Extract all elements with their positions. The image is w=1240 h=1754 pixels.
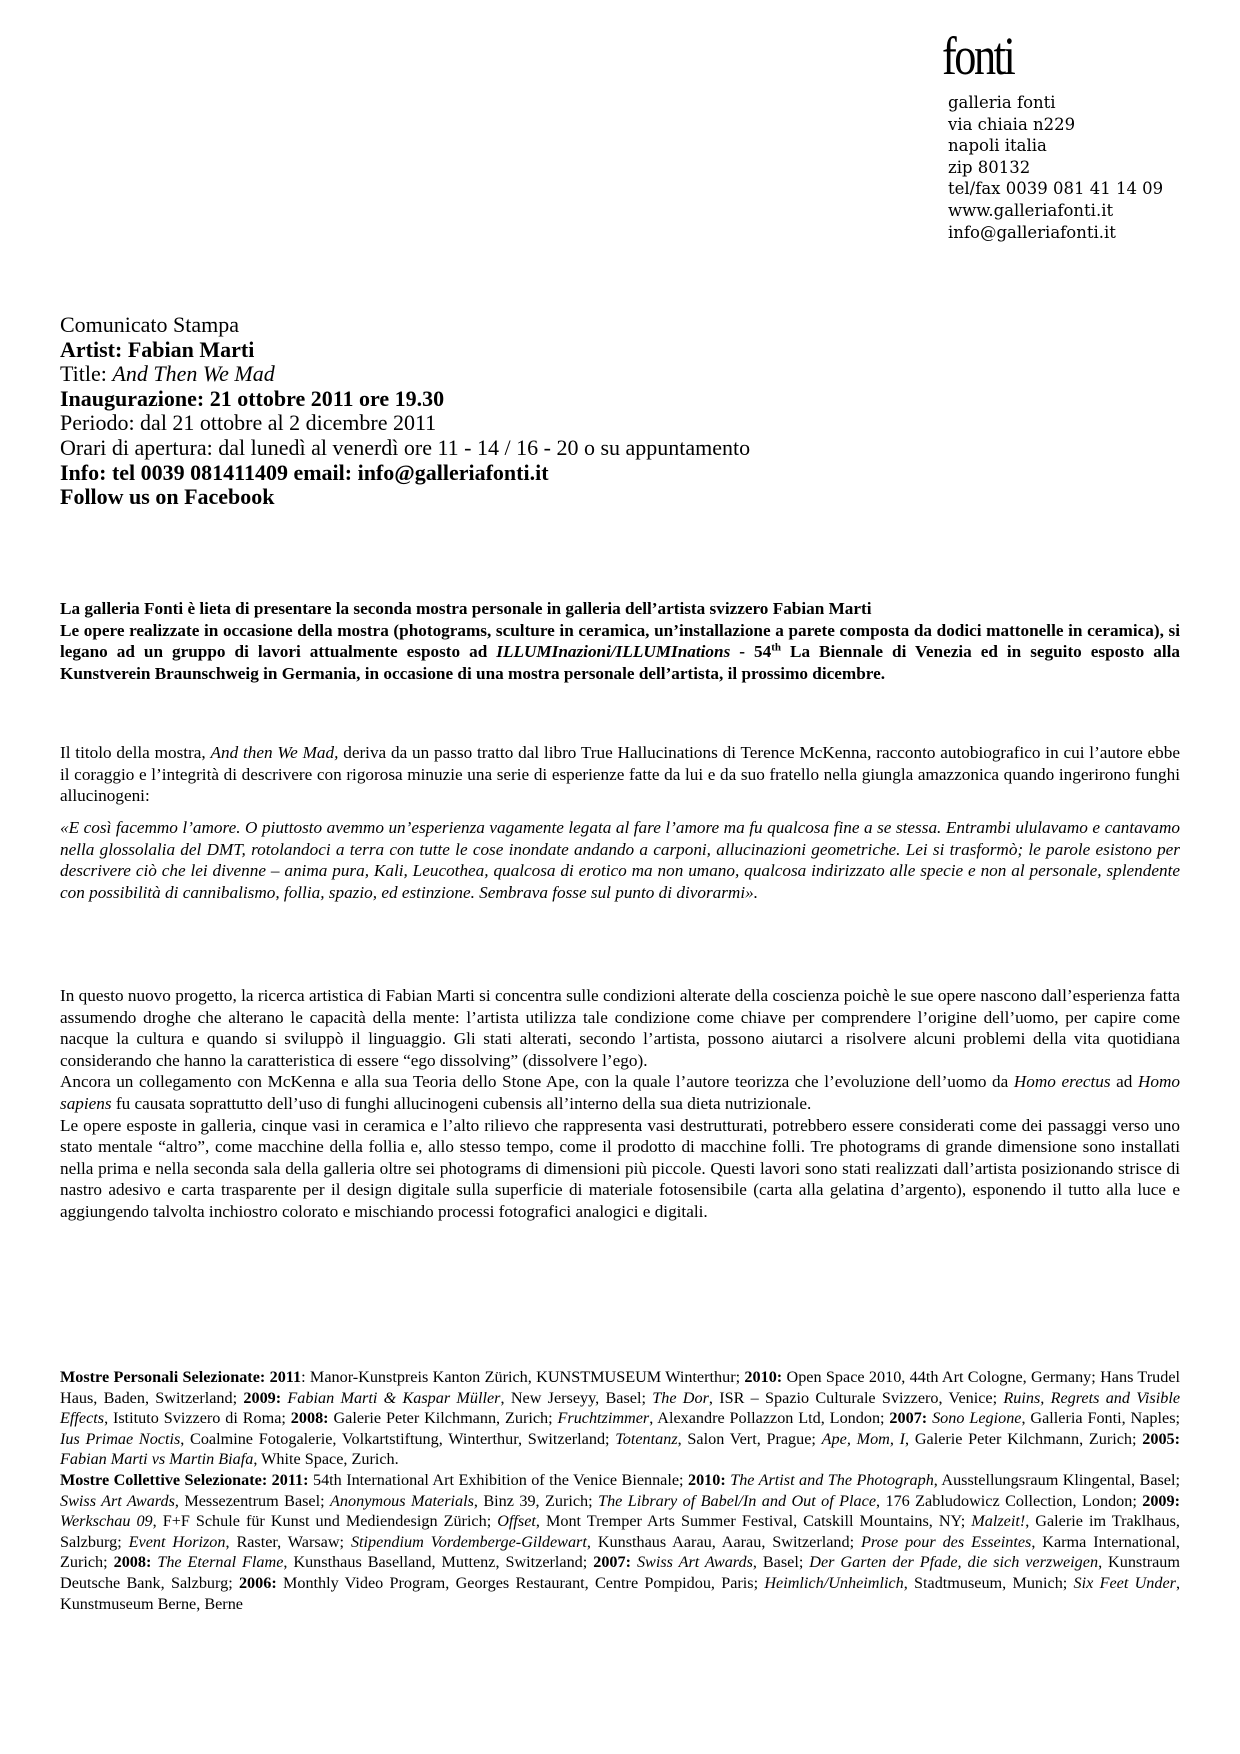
info-contact: Info: tel 0039 081411409 email: info@galleriafonti.it [60, 459, 549, 485]
group-exhibitions [60, 1470, 1180, 1614]
solo-exhibition-run: , Coalmine Fotogalerie, Volkartstiftung, Winterthur, Switzerland; [180, 1429, 616, 1448]
group-exhibition-run: Mostre Collettive Selezionate: 2011: [60, 1470, 309, 1489]
solo-exhibition-run: Totentanz [615, 1429, 678, 1448]
solo-exhibition-run: , Istituto Svizzero di Roma; [104, 1409, 291, 1428]
group-exhibition-run: Anonymous Materials [330, 1491, 474, 1510]
solo-exhibition-run: Ruins, Regrets and Visible Effects [60, 1388, 1181, 1428]
group-exhibition-run: Offset [497, 1512, 536, 1531]
solo-exhibitions [60, 1367, 1180, 1470]
solo-exhibition-run: Ius Primae Noctis [60, 1429, 181, 1448]
solo-exhibition-run: : Manor-Kunstpreis Kanton Zürich, KUNSTMUSEUM Winterthur; [301, 1368, 745, 1386]
paragraph-stone-ape [60, 1071, 1180, 1114]
group-exhibition-run: 2009: [1142, 1491, 1180, 1510]
artist-line [60, 338, 1180, 363]
group-exhibition-run: 54th International Art Exhibition of the Venice Biennale; [308, 1470, 688, 1489]
p1-text-a: Il titolo della mostra, [60, 743, 211, 762]
title-line [60, 362, 1180, 387]
group-exhibition-run: The Eternal Flame [157, 1553, 284, 1572]
gallery-logo: fonti [942, 26, 1014, 86]
solo-exhibition-run: Fruchtzimmer [557, 1409, 650, 1428]
solo-exhibition-run: Fabian Marti & Kaspar Müller [287, 1388, 501, 1407]
exhibition-title: And Then We Mad [112, 361, 275, 387]
address-city: napoli italia [948, 136, 1047, 156]
solo-exhibition-run: , Galleria Fonti, Naples; [1021, 1409, 1181, 1428]
group-exhibition-run: , Kunsthaus Baselland, Muttenz, Switzerland; [283, 1553, 594, 1572]
solo-exhibition-run: Fabian Marti vs Martin Biafa [60, 1450, 254, 1469]
artist-name: Fabian Marti [127, 336, 255, 362]
group-exhibition-run: Heimlich/Unheimlich [764, 1573, 904, 1592]
solo-exhibition-run: Galerie Peter Kilchmann, Zurich; [328, 1409, 558, 1428]
group-exhibition-run: , Mont Tremper Arts Summer Festival, Catskill Mountains, NY; [535, 1512, 972, 1531]
solo-exhibition-run: 2010: [744, 1368, 783, 1386]
p3-text-c: fu causata soprattutto dell’uso di funghi allucinogeni cubensis all’interno della sua dieta nutrizionale. [111, 1093, 812, 1113]
intro-body [60, 620, 1180, 685]
solo-exhibition-run: , ISR – Spazio Culturale Svizzero, Venice; [708, 1388, 1004, 1407]
group-exhibition-run: , Kunstmuseum Berne, Berne [60, 1573, 1180, 1613]
intro-superscript: th [771, 641, 781, 654]
address-zip: zip 80132 [948, 157, 1031, 177]
artist-label: Artist: [60, 336, 128, 362]
group-exhibition-run: Malzeit! [971, 1512, 1026, 1531]
solo-exhibition-run: , New Jerseyy, Basel; [500, 1388, 653, 1407]
solo-exhibition-run: , Alexandre Pollazzon Ltd, London; [649, 1409, 890, 1428]
address-email[interactable]: info@galleriafonti.it [948, 222, 1116, 242]
group-exhibition-run: 2006: [238, 1573, 277, 1592]
group-exhibition-run: , 176 Zabludowicz Collection, London; [876, 1491, 1143, 1510]
p1-text-b: deriva da un passo tratto dal libro True Hallucinations di Terence McKenna, racconto autobiografico in cui l’autore ebbe il coraggio e l’integrità di descrivere con rigorosa minuzie una serie di esperienze fatte da lui e da suo fratello nella giungla amazzonica quando ingerirono funghi allucinogeni: [60, 743, 1180, 806]
intro-text-c: La Biennale di Venezia ed in seguito esposto alla Kunstverein Braunschweig in Germania, in occasione di una mostra personale dell’artista, il prossimo dicembre. [60, 642, 1180, 683]
p3-text-a: Ancora un collegamento con McKenna e alla sua Teoria dello Stone Ape, con la quale l’autore teorizza che l’evoluzione dell’uomo da [60, 1072, 1014, 1092]
group-exhibition-run: Swiss Art Awards [636, 1553, 753, 1572]
doc-type: Comunicato Stampa [60, 312, 240, 337]
solo-exhibition-run: 2009: [243, 1388, 282, 1407]
title-paragraph [60, 742, 1180, 807]
address-gallery-name: galleria fonti [948, 93, 1056, 112]
mckenna-quote: «E così facemmo l’amore. O piuttosto avemmo un’esperienza vagamente legata al fare l’amore ma fu qualcosa fine a se stessa. Entrambi ululavamo e cantavamo nella glossolalia del DMT, rotolandoci a terra con tutte le cose inondate andando a carponi, allucinazioni geometriche. Lei si trasformò; le parole esistono per descrivere ciò che lei divenne – anima pura, Kali, Leucothea, qualcosa di erotico ma non umano, qualcosa indirizzato alle specie e non al personale, splendente con possibilità di cannibalismo, follia, spazio, ed estinzione. Sembrava fosse sul punto di divorarmi». [60, 818, 1180, 902]
group-exhibition-run: Event Horizon [128, 1532, 226, 1551]
solo-exhibition-run: 2008: [290, 1409, 329, 1428]
artist-cv [60, 1367, 1180, 1614]
project-paragraphs [60, 985, 1180, 1223]
p1-title-italic: And then We Mad, [210, 743, 339, 762]
inauguration: Inaugurazione: 21 ottobre 2011 ore 19.30 [60, 385, 445, 411]
period: Periodo: dal 21 ottobre al 2 dicembre 2011 [60, 410, 437, 436]
intro-first-line: La galleria Fonti è lieta di presentare la seconda mostra personale in galleria dell’artista svizzero Fabian Marti [60, 599, 872, 618]
solo-exhibition-run: 2007: [889, 1409, 928, 1428]
intro-text-b: - 54 [730, 642, 772, 662]
release-header [60, 313, 1180, 510]
solo-exhibition-run: , Galerie Peter Kilchmann, Zurich; [905, 1429, 1143, 1448]
paragraph-works: Le opere esposte in galleria, cinque vasi in ceramica e l’alto rilievo che rappresenta vasi destrutturati, potrebbero essere considerati come dei passaggi verso uno stato mentale “altro”, come macchine della follia e, allo stesso tempo, come il prodotto di macchine folli. Tre photograms di grande dimensione sono installati nella prima e nella seconda sala della galleria oltre sei photograms di dimensioni più piccole. Questi lavori sono stati realizzati dall’artista posizionando strisce di nastro adesivo e carta trasparente per il design digitale sulla superficie di materiale fotosensibile (carta alla gelatina d’argento), esponendo il tutto alla luce e aggiungendo talvolta inchiostro colorato e mischiando processi fotografici analogici e digitali. [60, 1115, 1180, 1221]
intro-paragraph [60, 598, 1180, 684]
group-exhibition-run: Six Feet Under [1073, 1573, 1176, 1592]
group-exhibition-run: , Messezentrum Basel; [174, 1491, 331, 1510]
solo-exhibition-run: Ape, Mom, I [821, 1429, 906, 1448]
group-exhibition-run: , Basel; [752, 1553, 810, 1572]
intro-text-a: Le opere realizzate in occasione della mostra (photograms, sculture in ceramica, un’installazione a parete composta da dodici mattonelle in ceramica), si legano ad un gruppo di lavori attualmente esposto ad [60, 620, 1180, 662]
address-website[interactable]: www.galleriafonti.it [948, 200, 1114, 220]
group-exhibition-run: The Library of Babel/In and Out of Place [598, 1491, 877, 1510]
solo-exhibition-run: Open Space 2010, 44th Art Cologne, Germany; Hans Trudel Haus, Baden, Switzerland; [60, 1368, 1180, 1407]
solo-exhibition-run: 2005: [1142, 1429, 1181, 1448]
intro-biennale-title: ILLUMInazioni/ILLUMInations [496, 642, 731, 662]
group-exhibition-run: Prose pour des Esseintes [861, 1532, 1032, 1551]
group-exhibition-run: Stipendium Vordemberge-Gildewart [350, 1532, 587, 1551]
group-exhibition-run: , Ausstellungsraum Klingental, Basel; [933, 1470, 1180, 1489]
group-exhibition-run: , F+F Schule für Kunst und Mediendesign Zürich; [152, 1512, 498, 1531]
facebook-link[interactable]: Follow us on Facebook [60, 484, 275, 510]
group-exhibition-run: , Kunsthaus Aarau, Aarau, Switzerland; [586, 1532, 862, 1551]
group-exhibition-run: 2010: [687, 1470, 726, 1489]
group-exhibition-run: Monthly Video Program, Georges Restaurant, Centre Pompidou, Paris; [276, 1573, 765, 1592]
group-exhibition-run: , Stadtmuseum, Munich; [903, 1573, 1074, 1592]
p3-homo-sapiens: Homo sapiens [60, 1072, 1180, 1113]
opening-hours: Orari di apertura: dal lunedì al venerdì ore 11 - 14 / 16 - 20 o su appuntamento [60, 434, 751, 460]
group-exhibition-run: , Karma International, Zurich; [60, 1532, 1180, 1572]
solo-exhibition-run: Sono Legione [932, 1409, 1022, 1428]
letterhead [942, 26, 1218, 243]
group-exhibition-run: , Galerie im Traklhaus, Salzburg; [60, 1512, 1180, 1551]
group-exhibition-run: 2008: [113, 1553, 152, 1572]
group-exhibition-run: , Binz 39, Zurich; [473, 1491, 599, 1510]
group-exhibition-run: Swiss Art Awards [60, 1491, 175, 1510]
solo-exhibition-run: , Salon Vert, Prague; [677, 1429, 822, 1448]
paragraph-altered-states: In questo nuovo progetto, la ricerca artistica di Fabian Marti si concentra sulle condizioni alterate della coscienza poichè le sue opere nascono dall’esperienza fatta assumendo droghe che alterano le capacità della mente: l’artista utilizza tale condizione come chiave per comprendere l’origine dell’uomo, per capire come nacque la cultura e quando si sviluppò il linguaggio. Gli stati alterati, secondo l’artista, possono aiutarci a risolvere alcuni problemi della vita quotidiana considerando che hanno la caratteristica di essere “ego dissolving” (dissolvere l’ego). [60, 986, 1180, 1070]
title-label: Title: [60, 361, 113, 387]
address-phone: tel/fax 0039 081 41 14 09 [948, 179, 1164, 199]
group-exhibition-run: , Kunstraum Deutsche Bank, Salzburg; [60, 1553, 1180, 1592]
solo-exhibition-run: Mostre Personali Selezionate: 2011 [60, 1368, 302, 1386]
address-street: via chiaia n229 [948, 114, 1076, 134]
group-exhibition-run: The Artist and The Photograph [730, 1470, 934, 1489]
p3-homo-erectus: Homo erectus [1013, 1072, 1111, 1092]
p3-text-b: ad [1110, 1072, 1138, 1092]
group-exhibition-run: Der Garten der Pfade, die sich verzweigen [809, 1553, 1099, 1572]
group-exhibition-run: Werkschau 09 [60, 1512, 153, 1531]
solo-exhibition-run: The Dor [652, 1388, 709, 1407]
solo-exhibition-run: , White Space, Zurich. [253, 1450, 399, 1469]
group-exhibition-run: 2007: [593, 1553, 631, 1572]
group-exhibition-run: , Raster, Warsaw; [225, 1532, 351, 1551]
